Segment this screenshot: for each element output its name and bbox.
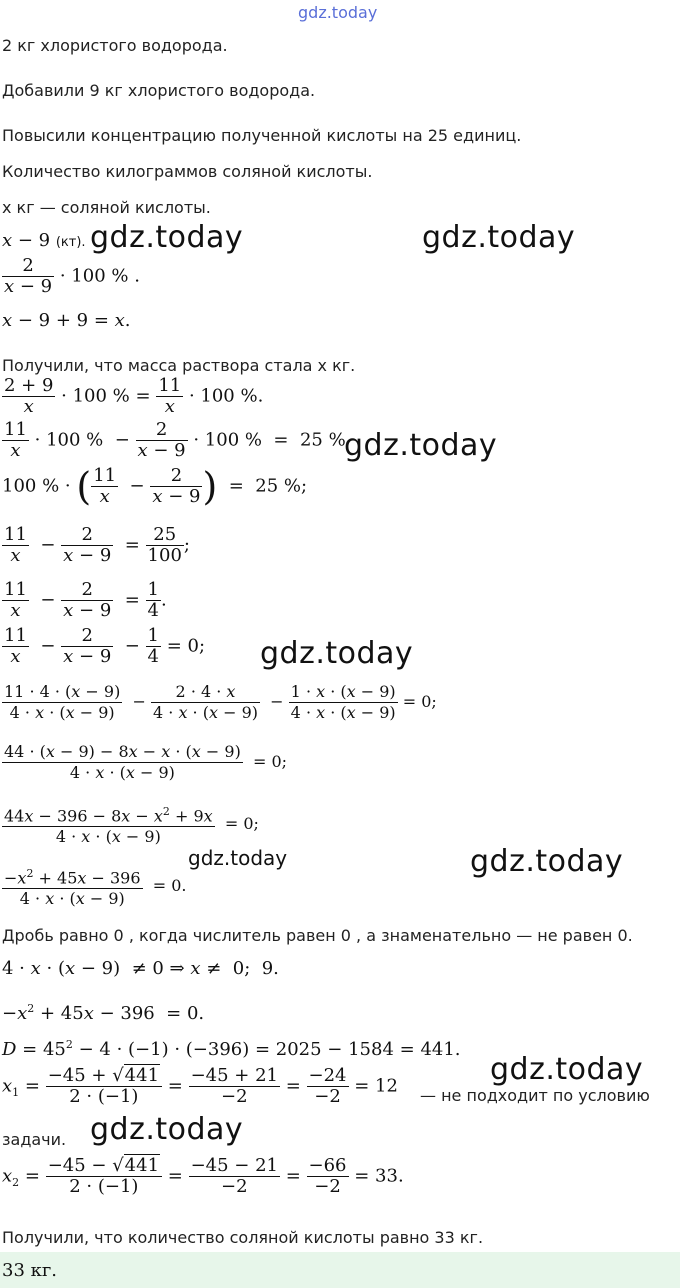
formula-common-denominator: $\frac{11 \cdot 4 \cdot (x - 9)}{4 \cdot x \cdot (x - 9)}$ − $\frac{2 \cdot 4 \cdot x}{4 \cdot x \cdot (x - 9)}$ − $\frac{1 \cdot x \cdot (x - 9)}{4 \cdot x \cdot (x - 9)}$ = 0; [4,682,437,722]
watermark: gdz.today [490,1052,644,1087]
watermark: gdz.today [422,220,576,255]
answer-box [0,1252,680,1288]
watermark: gdz.today [260,636,414,671]
formula-x-minus-9: x − 9 (кт). [2,230,86,251]
formula-x1: $x_1$ = $\frac{-45 + √441}{2 \cdot (-1)}$ = $\frac{-45 + 21}{-2}$ = $\frac{-24}{-2}$ = 12 [2,1065,398,1107]
text-line-4: Количество килограммов соляной кислоты. [2,162,373,181]
formula-quadratic: $-x^2 + 45x - 396 = 0$. [2,1002,205,1024]
text-line-25a: — не подходит по условию [420,1086,650,1105]
text-line-27: Получили, что количество соляной кислоты равно 33 кг. [2,1228,484,1247]
text-line-3: Повысили концентрацию полученной кислоты на 25 единиц. [2,126,522,145]
text-line-2: Добавили 9 кг хлористого водорода. [2,81,316,100]
formula-x2: $x_2$ = $\frac{-45 - √441}{2 \cdot (-1)}$ = $\frac{-45 - 21}{-2}$ = $\frac{-66}{-2}$ = 33. [2,1155,404,1197]
formula-sum: x − 9 + 9 = x. [2,310,131,331]
watermark: gdz.today [90,220,244,255]
formula-equation-3: $\frac{11}{x}$ − $\frac{2}{x - 9}$ = $\frac{25}{100}$ ; [4,524,190,566]
watermark-top: gdz.today [298,3,378,22]
formula-domain: 4 · x · (x − 9) ≠ 0 ⇒ x ≠ 0; 9. [2,958,279,979]
text-line-25b: задачи. [2,1130,67,1149]
formula-combined-1: $\frac{44 \cdot (x - 9) - 8x - x \cdot (x - 9)}{4 \cdot x \cdot (x - 9)}$ = 0; [4,742,288,782]
watermark: gdz.today [470,844,624,879]
formula-discriminant: $D = 45^2 - 4 \cdot (-1) \cdot (-396) = 2025 - 1584 = 441$. [2,1038,461,1060]
formula-equation-4: $\frac{11}{x}$ − $\frac{2}{x - 9}$ = $\frac{1}{4}$ . [4,579,167,621]
text-line-5: x кг — соляной кислоты. [2,198,211,217]
text-line-1: 2 кг хлористого водорода. [2,36,228,55]
formula-combined-3: $\frac{-x^2 + 45x - 396}{4 \cdot x \cdot (x - 9)}$ = 0. [4,867,187,909]
watermark: gdz.today [344,428,498,463]
text-line-21: Дробь равно 0 , когда числитель равен 0 , а знаменательно — не равен 0. [2,926,633,945]
answer-text: 33 кг. [2,1260,58,1281]
formula-equation-5: $\frac{11}{x}$ − $\frac{2}{x - 9}$ − $\frac{1}{4}$ = 0; [4,625,206,667]
watermark: gdz.today [90,1112,244,1147]
formula-2-over-x-9: $\frac{2}{x - 9}$ · 100 % . [4,255,140,297]
watermark: gdz.today [188,846,288,870]
text-line-9: Получили, что масса раствора стала x кг. [2,356,356,375]
formula-concentration: $\frac{2 + 9}{x}$ · 100 % = $\frac{11}{x}$ · 100 %. [4,375,264,417]
formula-equation-1: $\frac{11}{x}$ · 100 % − $\frac{2}{x - 9}$ · 100 % = 25 % [4,419,346,461]
formula-combined-2: $\frac{44x - 396 - 8x - x^2 + 9x}{4 \cdot x \cdot (x - 9)}$ = 0; [4,805,259,847]
formula-equation-2: 100 % · ( $\frac{11}{x}$ − $\frac{2}{x - 9}$ ) = 25 %; [2,464,308,509]
